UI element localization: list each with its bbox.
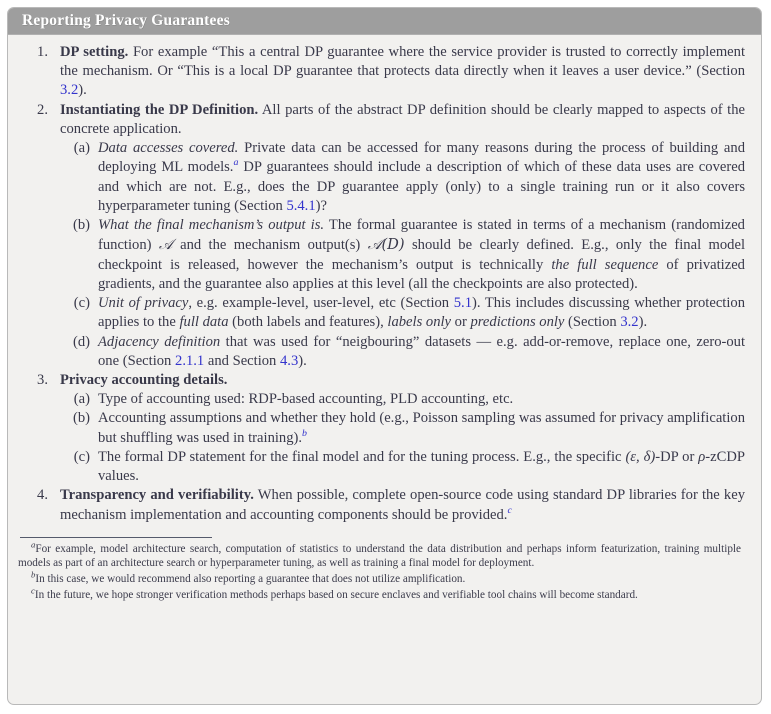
- item-3b-body-1: Accounting assumptions and whether they hold (e.g., Poisson sampling was assumed for privacy amplification but shuffling was used in training).: [98, 410, 745, 446]
- section-ref[interactable]: 4.3: [280, 352, 299, 369]
- sublist-marker: (c): [73, 295, 90, 312]
- sublist-marker: (a): [73, 140, 90, 157]
- item-2-body-1: All parts of the abstract DP definition should be clearly mapped to aspects of the concrete application.: [60, 101, 745, 137]
- list-item-1: [18, 43, 745, 101]
- item-2b-body-1: The formal guarantee is stated in terms of a mechanism (randomized function): [98, 217, 745, 254]
- item-1-body-1: For example “This a central DP guarantee where the service provider is trusted to correctly implement the mechanism. Or “This is a local DP guarantee that protects data directly when it leaves a user device.” (Section: [60, 44, 746, 80]
- item-2d-text: [98, 333, 745, 371]
- item-2d-lead: Adjacency definition: [98, 333, 221, 350]
- panel-body: [8, 35, 761, 607]
- footnote-a-text: For example, model architecture search, computation of statistics to understand the data distribution and perhaps inform featurization, training multiple models as part of an architecture search or hyperparameter tuning, as well as training a final model for deployment.: [18, 542, 741, 570]
- rho-symbol: ρ: [698, 448, 706, 465]
- sublist-marker: (b): [72, 217, 90, 234]
- item-2b-body-3: should be clearly defined. E.g., only the final model checkpoint is released, however the mechanism’s output is technically: [98, 237, 745, 273]
- item-2c-text: [98, 294, 745, 332]
- item-2-lead: Instantiating the DP Definition.: [60, 101, 259, 118]
- sublist-marker: (a): [73, 391, 90, 408]
- footnote-label-b: b: [31, 569, 36, 580]
- item-3c-body-2: -DP or: [655, 448, 699, 465]
- footnote-a: [18, 539, 741, 571]
- sublist-marker: (b): [72, 410, 90, 427]
- list-item-3a: [60, 390, 745, 409]
- item-2c-body-4: or: [451, 314, 471, 331]
- item-2a-body-3: )?: [315, 197, 327, 214]
- item-2b-body-2: and the mechanism output(s): [172, 237, 368, 254]
- item-4-body-1: When possible, complete open-source code using standard DP libraries for the key mechanism implementation and accounting components should be provided.: [60, 487, 746, 523]
- item-1-body-2: ).: [78, 82, 87, 99]
- item-3-sublist: [60, 390, 745, 486]
- section-ref[interactable]: 2.1.1: [175, 352, 205, 369]
- footnotes-section: [18, 539, 745, 602]
- item-2a-text: [98, 139, 745, 216]
- item-1-lead: DP setting.: [60, 44, 129, 60]
- item-2c-italic-1: full data: [179, 314, 229, 331]
- item-2c-body-2: ). This includes discussing whether protection applies to the: [98, 295, 746, 331]
- footnote-marker-a[interactable]: a: [233, 157, 239, 169]
- section-ref[interactable]: 3.2: [60, 82, 79, 99]
- item-3c-text: [98, 448, 745, 486]
- item-2c-body-6: ).: [638, 314, 648, 331]
- mechanism-output-symbol: 𝒜(D): [367, 236, 405, 254]
- item-1-text: [60, 43, 745, 101]
- item-2b-italic-1: the full sequence: [551, 256, 659, 273]
- panel-title: Reporting Privacy Guarantees: [22, 12, 230, 29]
- item-4-lead: Transparency and verifiability.: [60, 487, 254, 504]
- item-2b-body-4: of privatized gradients, and the guarantee also applies at this level (all the checkpoints are also protected).: [98, 256, 745, 292]
- item-2d-body-1: that was used for “neigbouring” datasets — e.g. add-or-remove, replace one, zero-out one (Section: [98, 333, 746, 369]
- list-marker: 4.: [37, 487, 48, 504]
- list-item-3: [18, 371, 745, 486]
- item-2c-body-1: , e.g. example-level, user-level, etc (Section: [188, 295, 454, 312]
- item-2a-lead: Data accesses covered.: [98, 140, 239, 157]
- item-3-lead: Privacy accounting details.: [60, 371, 228, 388]
- mechanism-symbol: 𝒜: [158, 236, 173, 254]
- list-marker: 1.: [37, 44, 48, 60]
- footnote-separator: [20, 537, 212, 538]
- section-ref[interactable]: 5.1: [453, 295, 472, 312]
- footnote-b-text: In this case, we would recommend also reporting a guarantee that does not utilize amplification.: [35, 572, 466, 585]
- list-marker: 2.: [37, 101, 48, 118]
- footnote-marker-b[interactable]: b: [302, 427, 307, 439]
- list-item-4: [18, 486, 745, 524]
- list-item-2a: [60, 139, 745, 216]
- sublist-marker: (c): [73, 448, 90, 465]
- privacy-guarantees-panel: [7, 7, 762, 705]
- footnote-c-text: In the future, we hope stronger verification methods perhaps based on secure enclaves and verifiable tool chains will become standard.: [34, 588, 638, 601]
- item-3c-body-1: The formal DP statement for the final model and for the tuning process. E.g., the specific: [98, 448, 626, 465]
- list-item-3b: [60, 409, 745, 447]
- item-2-text: [60, 101, 745, 139]
- item-2c-italic-3: predictions only: [470, 314, 565, 331]
- list-item-2: [18, 101, 745, 371]
- item-2c-body-3: (both labels and features),: [228, 314, 388, 331]
- item-2c-lead: Unit of privacy: [98, 295, 189, 312]
- item-2b-text: [98, 216, 745, 294]
- item-2c-italic-2: labels only: [387, 314, 452, 331]
- epsilon-delta-symbol: (ε, δ): [625, 448, 656, 465]
- item-3c-body-3: -zCDP values.: [98, 448, 745, 485]
- item-2a-body-1: Private data can be accessed for many reasons during the process of building and deploying ML models.: [98, 140, 745, 176]
- footnote-label-c: c: [31, 584, 35, 595]
- guidelines-list: [18, 43, 745, 525]
- list-item-2b: [60, 216, 745, 294]
- item-2c-body-5: (Section: [564, 314, 621, 331]
- item-2d-body-2: and Section: [204, 352, 280, 369]
- item-2-sublist: [60, 139, 745, 371]
- item-3a-text: Type of accounting used: RDP-based accounting, PLD accounting, etc.: [98, 391, 514, 408]
- item-4-text: [60, 486, 745, 524]
- list-marker: 3.: [37, 371, 48, 388]
- section-ref[interactable]: 5.4.1: [286, 197, 316, 214]
- item-2b-lead: What the final mechanism’s output is.: [98, 217, 325, 234]
- item-3b-text: [98, 409, 745, 447]
- footnote-marker-c[interactable]: c: [507, 504, 512, 516]
- item-3-text: [60, 371, 745, 390]
- item-2a-body-2: DP guarantees should include a description of which of these data uses are covered and which are not. E.g., does the DP guarantee apply (only) to a single training run or it also covers hyperparameter tuning (Section: [98, 159, 745, 214]
- list-item-3c: [60, 448, 745, 486]
- panel-header: [8, 8, 761, 35]
- item-2d-body-3: ).: [298, 352, 307, 369]
- sublist-marker: (d): [72, 333, 90, 350]
- footnote-c: [18, 584, 741, 603]
- list-item-2d: [60, 333, 745, 371]
- footnote-label-a: a: [31, 539, 36, 550]
- section-ref[interactable]: 3.2: [620, 314, 639, 331]
- footnote-b: [18, 569, 741, 587]
- list-item-2c: [60, 294, 745, 332]
